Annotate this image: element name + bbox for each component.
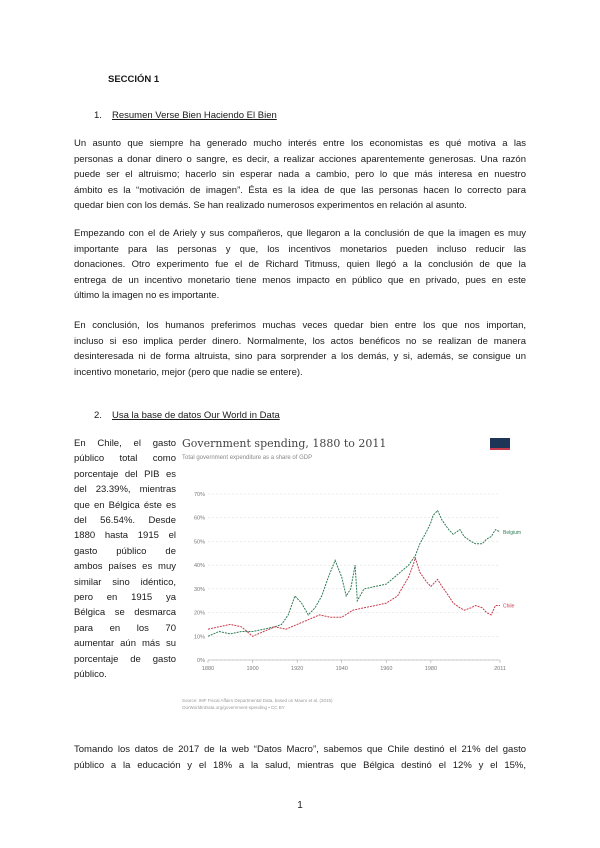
series-line-belgium xyxy=(208,511,500,637)
y-tick-label: 50% xyxy=(193,539,205,546)
chart-license: OurWorldInData.org/government-spending • CC BY xyxy=(182,705,285,710)
chart-grid xyxy=(208,494,500,660)
side-line: En Chile, el gasto xyxy=(74,438,176,449)
side-line: 1880 hasta 1915 el xyxy=(74,530,176,542)
side-line: que en Bélgica éste es xyxy=(74,499,176,511)
side-line: Bélgica se desmarca xyxy=(74,607,176,619)
owid-logo xyxy=(490,438,510,450)
page-number: 1 xyxy=(297,800,303,811)
x-tick-label: 1920 xyxy=(291,666,304,672)
paragraph-line: último la imagen no es importante. xyxy=(74,290,220,302)
paragraph-line: importante para las personas y que, los incentivos monetarios pueden incluso reducir las xyxy=(74,243,526,255)
paragraph-line: puede ser el altruismo; hacerlo sin esperar nada a cambio, pero lo que más interesa en nuestro xyxy=(74,169,526,181)
series-line-chile xyxy=(208,558,500,636)
y-tick-label: 60% xyxy=(193,515,205,522)
x-axis-ticks xyxy=(202,660,506,672)
side-line: similar sino idéntico, xyxy=(74,576,176,588)
side-line: porcentaje de gasto xyxy=(74,653,176,665)
x-tick-label: 1880 xyxy=(201,666,215,672)
paragraph-line: Tomando los datos de 2017 de la web “Datos Macro”, sabemos que Chile destinó el 21% del gasto xyxy=(74,744,526,755)
owid-logo-stripe xyxy=(490,448,510,450)
paragraph-line: donaciones. Otro experimento fue el de Richard Titmuss, quien llegó a la conclusión de que la xyxy=(74,259,526,271)
x-tick-label: 1980 xyxy=(424,666,438,672)
chart-subtitle: Total government expenditure as a share of GDP xyxy=(182,455,313,461)
government-spending-chart xyxy=(178,434,522,722)
heading-2 xyxy=(94,410,280,421)
paragraph-line: Empezando con el de Ariely y sus compañeros, que llegaron a la conclusión de que la imagen es muy xyxy=(74,228,526,239)
side-line: del 56.54%. Desde xyxy=(74,515,176,527)
side-paragraph xyxy=(74,436,176,683)
series-labels xyxy=(503,530,521,610)
heading-1-text: Resumen Verse Bien Haciendo El Bien xyxy=(112,110,277,121)
side-line: del 23.39%, mientras xyxy=(74,484,176,496)
y-tick-label: 30% xyxy=(193,586,205,593)
side-line: aumentar aún más su xyxy=(74,638,176,650)
side-line: público total como xyxy=(74,453,176,465)
paragraph-line: quedar bien con los demás. Se han realizado numerosos experimentos en relación al asunto. xyxy=(74,200,467,212)
paragraph-line: público a la educación y el 18% a la salud, mientras que Bélgica destinó el 12% y el 15%, xyxy=(74,759,526,771)
paragraph-line: Un asunto que siempre ha generado mucho interés entre los economistas es qué motiva a las xyxy=(74,138,526,149)
heading-1 xyxy=(94,110,277,121)
side-line: porcentaje del PIB es xyxy=(74,468,176,480)
side-line: para en los 70 xyxy=(74,622,176,634)
paragraph-line: incentivo monetario, mejor (pero que nadie se entere). xyxy=(74,366,303,378)
chart-source: Source: IMF Fiscal Affairs Departmental Data, based on Mauro et al. (2015) xyxy=(182,698,333,703)
paragraph-line: personas a donar dinero o sangre, es decir, a realizar acciones aparentemente generosas. Una razón xyxy=(74,153,526,165)
paragraph-line: incluso si eso implica perder dinero. Normalmente, los actos benéficos no se realizan de manera xyxy=(74,335,526,347)
heading-1-number: 1. xyxy=(94,110,102,121)
paragraph-line: entrega de un incentivo monetario tiene menos impacto en público que en privado, pues en este xyxy=(74,274,526,286)
closing-paragraph xyxy=(74,742,526,773)
chart-title: Government spending, 1880 to 2011 xyxy=(182,437,387,450)
chart-series xyxy=(208,511,500,637)
y-tick-label: 70% xyxy=(193,492,205,498)
x-tick-label: 2011 xyxy=(494,666,506,672)
paragraph-3 xyxy=(74,318,526,380)
paragraph-1 xyxy=(74,136,526,214)
x-tick-label: 1960 xyxy=(380,666,393,672)
side-line: público. xyxy=(74,669,107,681)
y-tick-label: 10% xyxy=(193,634,205,641)
paragraph-line: ámbito es la “motivación de imagen”. Ésta es la idea de que las personas hacen lo correcto para xyxy=(74,184,526,196)
paragraph-line: desinteresada ni de forma altruista, sino para sorprender a los demás, y si, además, se consigue un xyxy=(74,351,526,363)
side-line: pero en 1915 ya xyxy=(74,592,176,604)
x-tick-label: 1900 xyxy=(246,666,259,672)
side-line: ambos países es muy xyxy=(74,561,176,573)
series-label-chile: Chile xyxy=(503,603,515,610)
y-tick-label: 0% xyxy=(197,658,205,664)
heading-2-text: Usa la base de datos Our World in Data xyxy=(112,410,280,421)
y-tick-label: 20% xyxy=(193,610,205,617)
x-tick-label: 1940 xyxy=(335,666,348,672)
series-label-belgium: Belgium xyxy=(503,529,522,536)
section-title: SECCIÓN 1 xyxy=(108,74,160,85)
paragraph-2 xyxy=(74,226,526,304)
y-tick-label: 40% xyxy=(193,563,205,570)
side-line: gasto público de xyxy=(74,545,176,557)
paragraph-line: En conclusión, los humanos preferimos muchas veces quedar bien entre los que nos importan, xyxy=(74,320,526,331)
y-axis-ticks xyxy=(194,492,205,664)
heading-2-number: 2. xyxy=(94,410,102,421)
